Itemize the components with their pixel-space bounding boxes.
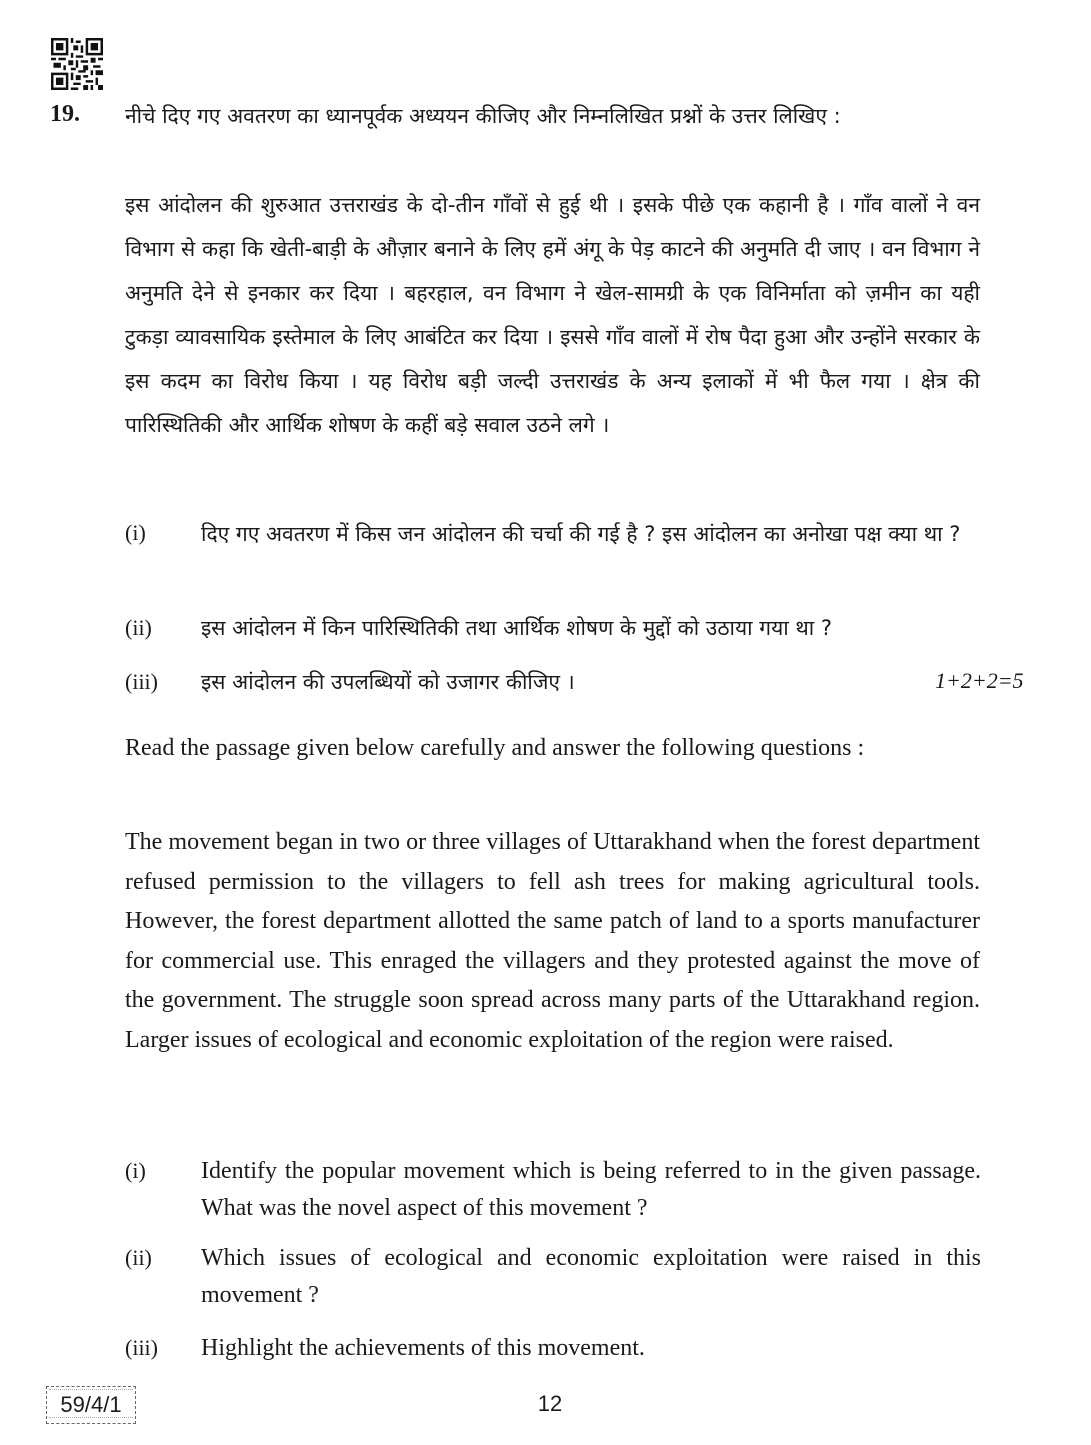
sub-question-text: इस आंदोलन की उपलब्धियों को उजागर कीजिए । <box>201 670 575 694</box>
marks-allocation: 1+2+2=5 <box>935 668 1024 693</box>
microprint-line <box>49 1417 133 1421</box>
paper-code: 59/4/1 <box>60 1392 122 1417</box>
sub-question-number: (iii) <box>125 669 158 694</box>
english-passage: The movement began in two or three villages of Uttarakhand when the forest department refused permission to the villagers to fell ash trees for making agricultural tools. However, the forest department allotted the same patch of land to a sports manufacturer for commercial use. This enraged the villagers and they protested against the move of the government. The struggle soon spread across many parts of the Uttarakhand region. Larger issues of ecological and economic exploitation of the region were raised. <box>125 829 980 1053</box>
sub-question-text: दिए गए अवतरण में किस जन आंदोलन की चर्चा की गई है ? इस आंदोलन का अनोखा पक्ष क्या था ? <box>201 522 961 546</box>
sub-question-text: Which issues of ecological and economic exploitation were raised in this movement ? <box>201 1245 981 1308</box>
paper-code-box <box>46 1386 136 1424</box>
sub-question-number: (i) <box>125 1158 146 1183</box>
sub-question-number: (ii) <box>125 1245 152 1270</box>
sub-question-text: Identify the popular movement which is being referred to in the given passage. What was the novel aspect of this movement ? <box>201 1158 981 1221</box>
hindi-instruction: नीचे दिए गए अवतरण का ध्यानपूर्वक अध्ययन कीजिए और निम्नलिखित प्रश्नों के उत्तर लिखिए : <box>125 104 841 128</box>
sub-question-number: (iii) <box>125 1335 158 1360</box>
page-number: 12 <box>537 1391 563 1416</box>
qr-code-icon <box>51 38 103 90</box>
sub-question-number: (i) <box>125 520 146 545</box>
sub-question-number: (ii) <box>125 615 152 640</box>
sub-question-text: इस आंदोलन में किन पारिस्थितिकी तथा आर्थिक शोषण के मुद्दों को उठाया गया था ? <box>201 616 833 640</box>
question-number: 19. <box>50 101 80 127</box>
english-instruction: Read the passage given below carefully and answer the following questions : <box>125 735 865 761</box>
sub-question-text: Highlight the achievements of this movement. <box>201 1335 645 1361</box>
microprint-line <box>49 1389 133 1393</box>
hindi-passage: इस आंदोलन की शुरुआत उत्तराखंड के दो-तीन गाँवों से हुई थी । इसके पीछे एक कहानी है । गाँव वालों ने वन विभाग से कहा कि खेती-बाड़ी के औज़ार बनाने के लिए हमें अंगू के पेड़ काटने की अनुमति दी जाए । वन विभाग ने अनुमति देने से इनकार कर दिया । बहरहाल, वन विभाग ने खेल-सामग्री के एक विनिर्माता को ज़मीन का यही टुकड़ा व्यावसायिक इस्तेमाल के लिए आबंटित कर दिया । इससे गाँव वालों में रोष पैदा हुआ और उन्होंने सरकार के इस कदम का विरोध किया । यह विरोध बड़ी जल्दी उत्तराखंड के अन्य इलाकों में भी फैल गया । क्षेत्र की पारिस्थितिकी और आर्थिक शोषण के कहीं बड़े सवाल उठने लगे । <box>125 193 980 437</box>
